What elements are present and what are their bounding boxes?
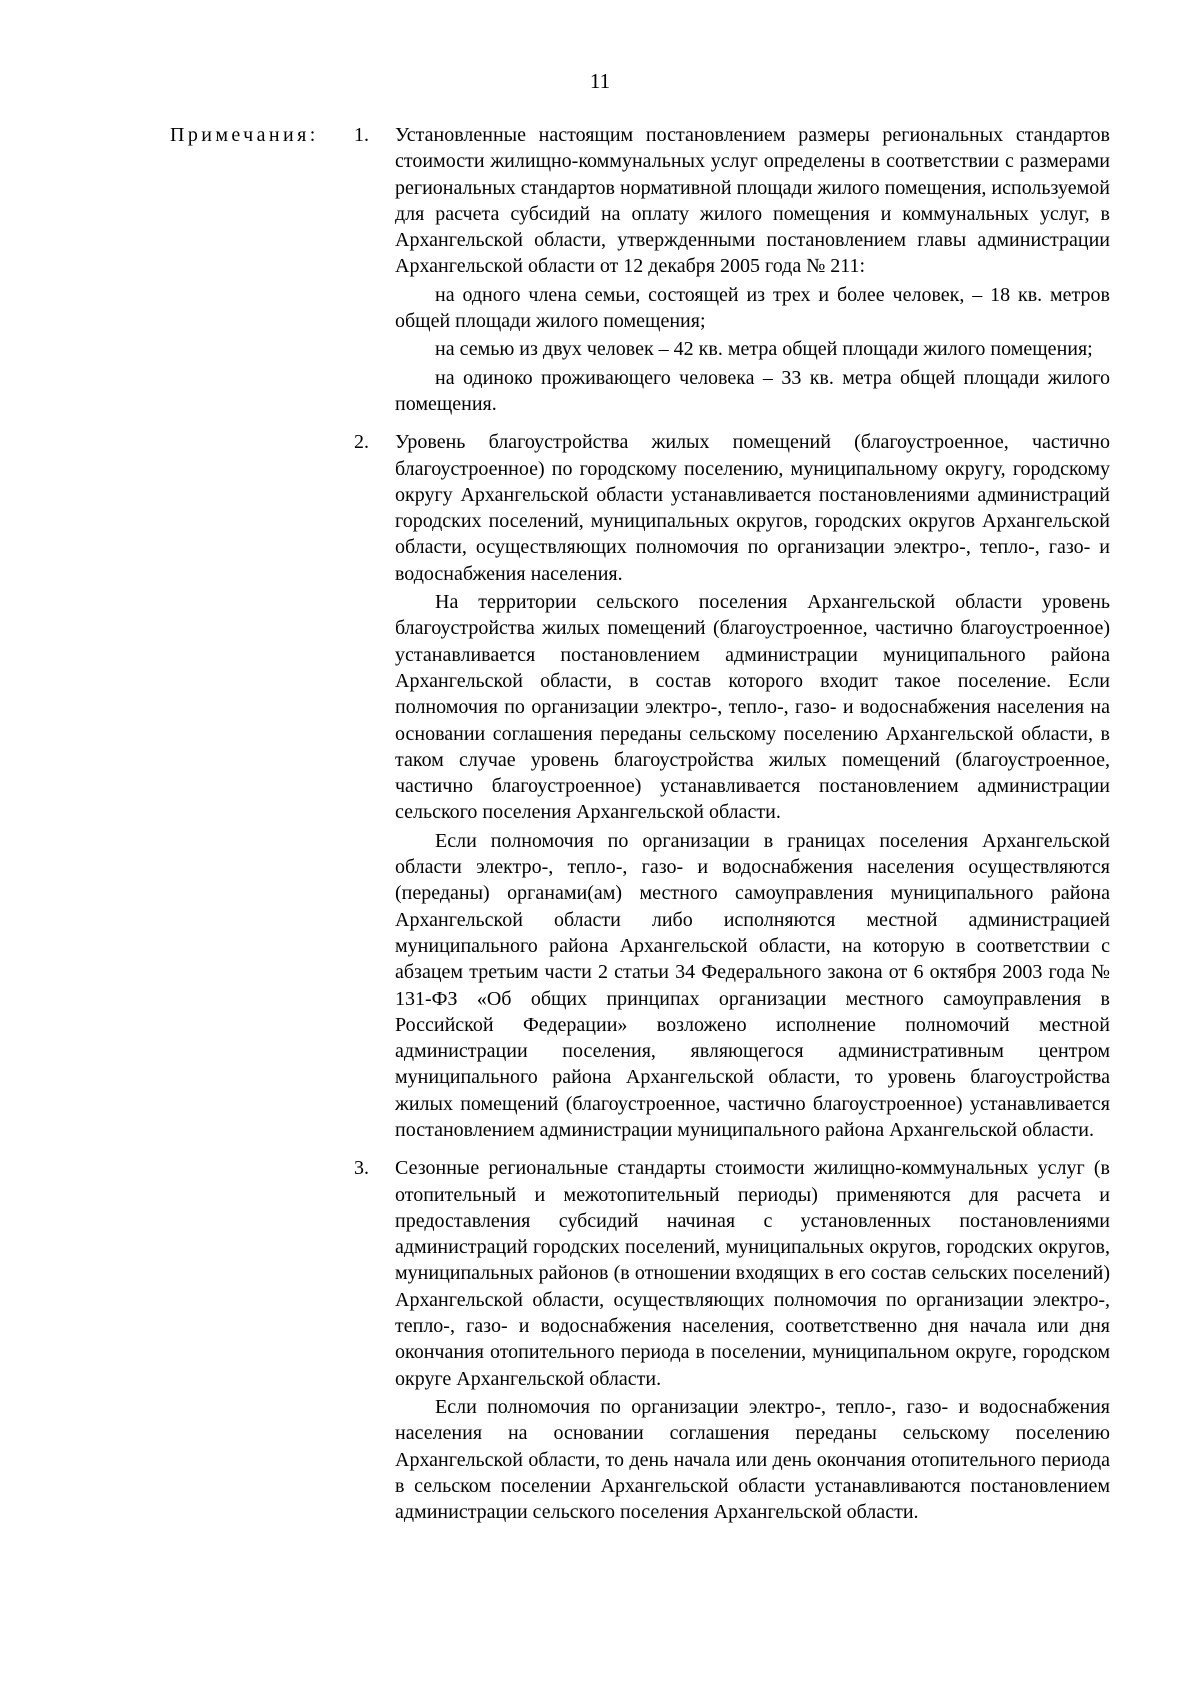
note-paragraph: Сезонные региональные стандарты стоимости жилищно-коммунальных услуг (в отопительный и межотопительный периоды) применяются для расчета и предоставления субсидий начиная с установленных постановлениями администраций городских поселений, муниципальных округов, городских округов, муниципальных районов (в отношении входящих в его состав сельских поселений) Архангельской области, осуществляющих полномочия по организации электро-, тепло-, газо- и водоснабжения населения, соответственно дня начала или дня окончания отопительного периода в поселении, муниципальном округе, городском округе Архангельской области.: [395, 1157, 1110, 1390]
note-number: 1.: [354, 124, 369, 146]
page-number: 11: [589, 69, 611, 93]
note-paragraph: На территории сельского поселения Архангельской области уровень благоустройства жилых помещений (благоустроенное, частично благоустроенное) устанавливается постановлением администрации муниципального района Архангельской области, в состав которого входит такое поселение. Если полномочия по организации электро-, тепло-, газо- и водоснабжения населения на основании соглашения переданы сельскому поселению Архангельской области, в таком случае уровень благоустройства жилых помещений (благоустроенное, частично благоустроенное) устанавливается постановлением администрации сельского поселения Архангельской области.: [395, 591, 1110, 824]
note-paragraph: Установленные настоящим постановлением размеры региональных стандартов стоимости жилищно-коммунальных услуг определены в соответствии с размерами региональных стандартов нормативной площади жилого помещения, используемой для расчета субсидий на оплату жилого помещения и коммунальных услуг, в Архангельской области, утвержденными постановлением главы администрации Архангельской области от 12 декабря 2005 года № 211:: [395, 124, 1110, 278]
note-paragraph: на одного члена семьи, состоящей из трех и более человек, – 18 кв. метров общей площади жилого помещения;: [395, 283, 1110, 333]
note-paragraph: Если полномочия по организации электро-, тепло-, газо- и водоснабжения населения на основании соглашения переданы сельскому поселению Архангельской области, то день начала или день окончания отопительного периода в сельском поселении Архангельской области устанавливаются постановлением администрации сельского поселения Архангельской области.: [395, 1395, 1110, 1524]
note-paragraph: Если полномочия по организации в границах поселения Архангельской области электро-, тепло-, газо- и водоснабжения населения осуществляются (переданы) органами(ам) местного самоуправления муниципального района Архангельской области либо исполняются местной администрацией муниципального района Архангельской области, на которую в соответствии с абзацем третьим части 2 статьи 34 Федерального закона от 6 октября 2003 года № 131-ФЗ «Об общих принципах организации местного самоуправления в Российской Федерации» возложено исполнение полномочий местной администрации поселения, являющегося административным центром муниципального района Архангельской области, то уровень благоустройства жилых помещений (благоустроенное, частично благоустроенное) устанавливается постановлением администрации муниципального района Архангельской области.: [395, 829, 1110, 1141]
note-paragraph: Уровень благоустройства жилых помещений (благоустроенное, частично благоустроенное) по городскому поселению, муниципальному округу, городскому округу Архангельской области устанавливается постановлениями администраций городских поселений, муниципальных округов, городских округов Архангельской области, осуществляющих полномочия по организации электро-, тепло-, газо- и водоснабжения населения.: [395, 431, 1110, 585]
note-number: 3.: [354, 1157, 369, 1180]
note-paragraph: на семью из двух человек – 42 кв. метра общей площади жилого помещения;: [435, 338, 1093, 361]
note-number: 2.: [354, 431, 369, 454]
notes-heading: Примечания:: [170, 124, 319, 146]
note-item-3: [354, 1155, 1110, 1525]
notes-section: [170, 122, 1110, 1525]
note-item-1: [354, 122, 1110, 417]
note-paragraph: на одиноко проживающего человека – 33 кв. метра общей площади жилого помещения.: [395, 366, 1110, 415]
note-item-2: [354, 429, 1110, 1143]
